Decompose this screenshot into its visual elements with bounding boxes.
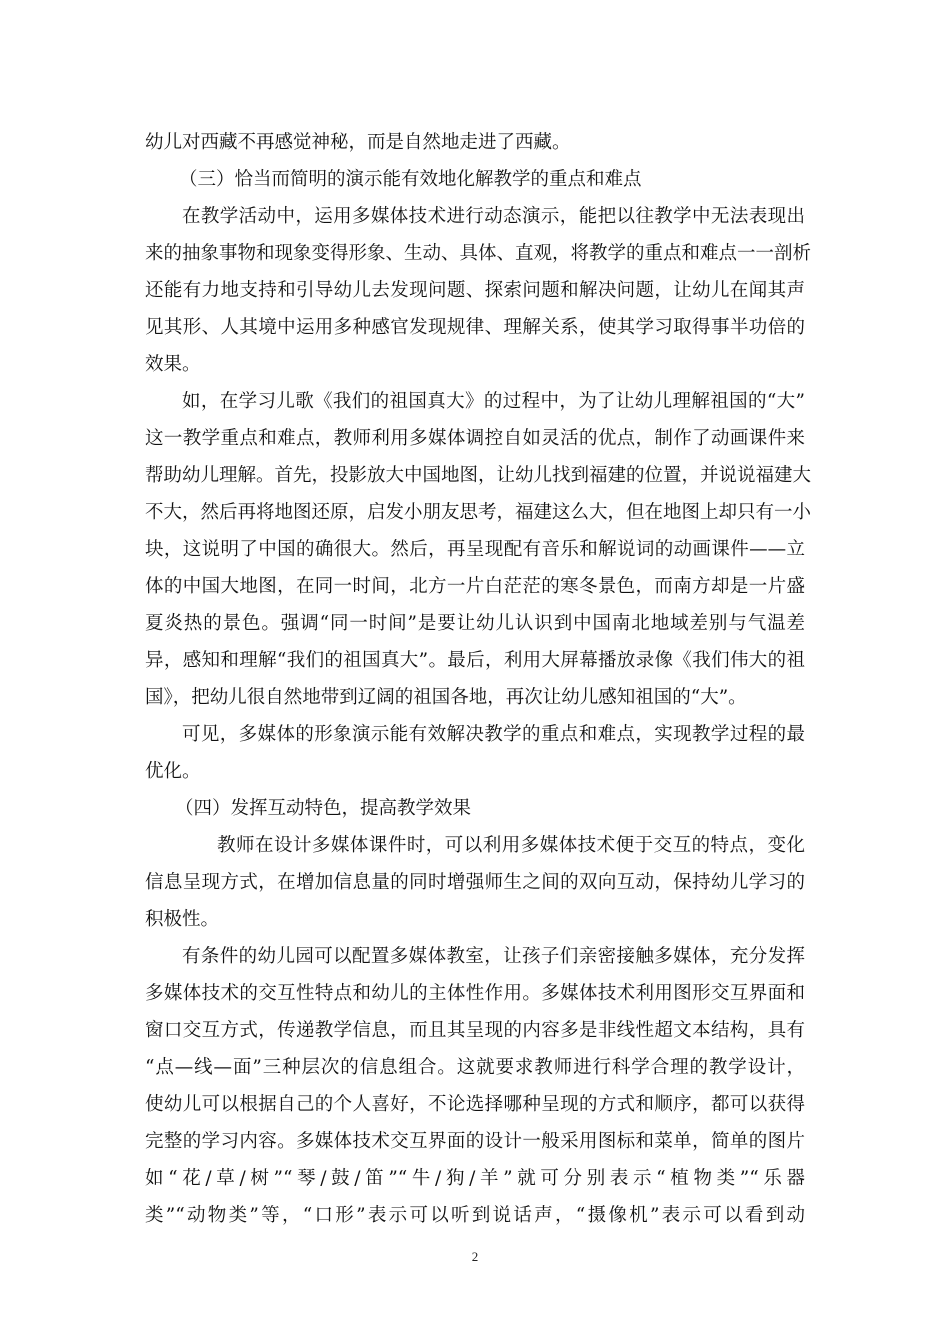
text-line: 帮助幼儿理解。首先，投影放大中国地图，让幼儿找到福建的位置，并说说福建大 xyxy=(145,465,812,486)
text-line: 异，感知和理解“我们的祖国真大”。最后，利用大屏幕播放录像《我们伟大的祖 xyxy=(145,650,805,671)
text-line: 效果。 xyxy=(145,354,201,375)
text-line: 不大，然后再将地图还原，启发小朋友思考，福建这么大，但在地图上却只有一小 xyxy=(145,502,812,523)
text-line: 完整的学习内容。多媒体技术交互界面的设计一般采用图标和菜单，简单的图片 xyxy=(145,1131,805,1152)
document-body xyxy=(145,124,812,1234)
page-number: 2 xyxy=(471,1249,479,1264)
text-line: 还能有力地支持和引导幼儿去发现问题、探索问题和解决问题，让幼儿在闻其声 xyxy=(145,280,805,301)
text-line: 幼儿对西藏不再感觉神秘，而是自然地走进了西藏。 xyxy=(145,132,571,153)
text-line: 使幼儿可以根据自己的个人喜好，不论选择哪种呈现的方式和顺序，都可以获得 xyxy=(145,1094,805,1115)
text-line: 来的抽象事物和现象变得形象、生动、具体、直观，将教学的重点和难点一一剖析 xyxy=(145,243,812,264)
text-line: 积极性。 xyxy=(145,909,220,930)
text-line: 这一教学重点和难点，教师利用多媒体调控自如灵活的优点，制作了动画课件来 xyxy=(145,428,805,449)
text-line: 国》，把幼儿很自然地带到辽阔的祖国各地，再次让幼儿感知祖国的“大”。 xyxy=(145,687,747,708)
section-heading: （四）发挥互动特色，提高教学效果 xyxy=(175,798,472,819)
text-line: 块，这说明了中国的确很大。然后，再呈现配有音乐和解说词的动画课件——立 xyxy=(145,539,805,560)
text-line: 见其形、人其境中运用多种感官发现规律、理解关系，使其学习取得事半功倍的 xyxy=(145,317,805,338)
text-line: 类”“动物类”等，“口形”表示可以听到说话声，“摄像机”表示可以看到动 xyxy=(145,1205,805,1226)
text-line: 夏炎热的景色。强调“同一时间”是要让幼儿认识到中国南北地域差别与气温差 xyxy=(145,613,805,634)
text-line: 优化。 xyxy=(145,761,201,782)
text-line: 如，在学习儿歌《我们的祖国真大》的过程中，为了让幼儿理解祖国的“大” xyxy=(182,391,805,412)
text-line: 如“花/草/树”“琴/鼓/笛”“牛/狗/羊”就可分别表示“植物类”“乐器 xyxy=(145,1168,805,1189)
text-line: 信息呈现方式，在增加信息量的同时增强师生之间的双向互动，保持幼儿学习的 xyxy=(145,872,805,893)
text-line: 可见，多媒体的形象演示能有效解决教学的重点和难点，实现教学过程的最 xyxy=(182,724,805,745)
text-line: 在教学活动中，运用多媒体技术进行动态演示，能把以往教学中无法表现出 xyxy=(182,206,805,227)
text-line: 多媒体技术的交互性特点和幼儿的主体性作用。多媒体技术利用图形交互界面和 xyxy=(145,983,805,1004)
text-line: “点—线—面”三种层次的信息组合。这就要求教师进行科学合理的教学设计， xyxy=(145,1057,805,1078)
text-line: 体的中国大地图，在同一时间，北方一片白茫茫的寒冬景色，而南方却是一片盛 xyxy=(145,576,805,597)
text-line: 教师在设计多媒体课件时，可以利用多媒体技术便于交互的特点，变化 xyxy=(217,835,805,856)
section-heading: （三）恰当而简明的演示能有效地化解教学的重点和难点 xyxy=(179,169,642,190)
text-line: 窗口交互方式，传递教学信息，而且其呈现的内容多是非线性超文本结构，具有 xyxy=(145,1020,805,1041)
text-line: 有条件的幼儿园可以配置多媒体教室，让孩子们亲密接触多媒体，充分发挥 xyxy=(182,946,805,967)
